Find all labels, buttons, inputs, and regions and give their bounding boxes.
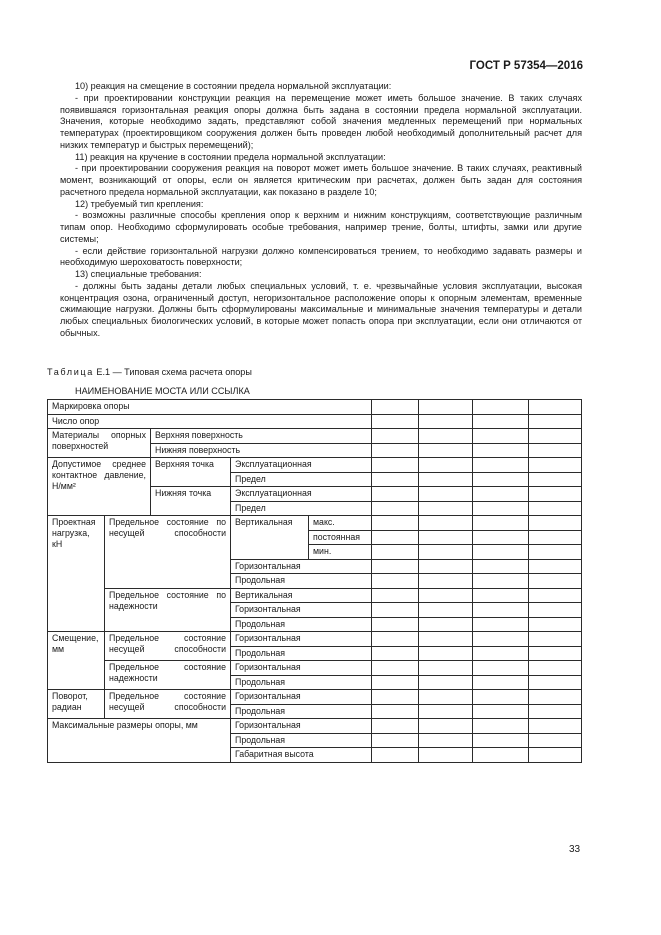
page-number: 33 xyxy=(569,844,581,855)
value-cell xyxy=(372,414,419,429)
value-cell xyxy=(473,690,529,705)
cell-horizontal: Горизонтальная xyxy=(231,632,372,647)
value-cell xyxy=(419,690,473,705)
value-cell xyxy=(473,574,529,589)
value-cell xyxy=(419,429,473,444)
value-cell xyxy=(372,472,419,487)
value-cell xyxy=(529,559,582,574)
value-cell xyxy=(419,588,473,603)
value-cell xyxy=(473,472,529,487)
value-cell xyxy=(473,516,529,531)
value-cell xyxy=(529,719,582,734)
cell-limit-strength: Предельное состояние несущей способности xyxy=(105,690,231,719)
value-cell xyxy=(473,501,529,516)
document-number: ГОСТ Р 57354—2016 xyxy=(469,60,583,72)
value-cell xyxy=(372,719,419,734)
value-cell xyxy=(529,661,582,676)
value-cell xyxy=(419,472,473,487)
bridge-name-heading: НАИМЕНОВАНИЕ МОСТА ИЛИ ССЫЛКА xyxy=(75,386,250,396)
value-cell xyxy=(372,400,419,415)
value-cell xyxy=(419,545,473,560)
value-cell xyxy=(419,559,473,574)
cell-longitudinal: Продольная xyxy=(231,574,372,589)
value-cell xyxy=(529,458,582,473)
value-cell xyxy=(473,719,529,734)
value-cell xyxy=(529,414,582,429)
cell-horizontal: Горизонтальная xyxy=(231,603,372,618)
value-cell xyxy=(473,675,529,690)
value-cell xyxy=(419,719,473,734)
value-cell xyxy=(419,501,473,516)
paragraph: 10) реакция на смещение в состоянии предела нормальной эксплуатации: xyxy=(75,81,392,91)
value-cell xyxy=(473,632,529,647)
cell-longitudinal: Продольная xyxy=(231,704,372,719)
cell-pressure: Допустимое среднее контактное давление, Н/мм² xyxy=(48,458,151,516)
value-cell xyxy=(529,603,582,618)
value-cell xyxy=(419,458,473,473)
paragraph: 13) специальные требования: xyxy=(75,269,202,279)
value-cell xyxy=(473,458,529,473)
value-cell xyxy=(529,516,582,531)
value-cell xyxy=(419,530,473,545)
value-cell xyxy=(473,530,529,545)
cell-lower-point: Нижняя точка xyxy=(151,487,231,516)
value-cell xyxy=(419,704,473,719)
value-cell xyxy=(419,617,473,632)
value-cell xyxy=(372,617,419,632)
cell-limit-strength: Предельное состояние несущей способности xyxy=(105,632,231,661)
paragraph: - возможны различные способы крепления опор к верхним и нижним конструкциям, соответствующие различным типам опор. Необходимо сформулировать особые требования, например трение, болты, штифты, замки или другие системы; xyxy=(60,210,582,244)
cell-horizontal: Горизонтальная xyxy=(231,661,372,676)
cell-rotation: Поворот, радиан xyxy=(48,690,105,719)
value-cell xyxy=(372,501,419,516)
value-cell xyxy=(419,516,473,531)
cell-permanent: постоянная xyxy=(309,530,372,545)
value-cell xyxy=(473,646,529,661)
table-row xyxy=(48,458,582,473)
value-cell xyxy=(529,574,582,589)
cell-count: Число опор xyxy=(48,414,372,429)
cell-marking: Маркировка опоры xyxy=(48,400,372,415)
cell-longitudinal: Продольная xyxy=(231,733,372,748)
value-cell xyxy=(372,429,419,444)
value-cell xyxy=(529,733,582,748)
value-cell xyxy=(372,690,419,705)
value-cell xyxy=(419,603,473,618)
value-cell xyxy=(473,748,529,763)
value-cell xyxy=(529,632,582,647)
value-cell xyxy=(529,748,582,763)
value-cell xyxy=(372,632,419,647)
table-row xyxy=(48,632,582,647)
value-cell xyxy=(529,501,582,516)
cell-limit-reliability: Предельное состояние надежности xyxy=(105,661,231,690)
value-cell xyxy=(473,443,529,458)
value-cell xyxy=(372,733,419,748)
value-cell xyxy=(473,617,529,632)
value-cell xyxy=(473,588,529,603)
value-cell xyxy=(529,545,582,560)
table-row xyxy=(48,414,582,429)
value-cell xyxy=(529,617,582,632)
value-cell xyxy=(473,429,529,444)
cell-limit: Предел xyxy=(231,472,372,487)
value-cell xyxy=(372,574,419,589)
value-cell xyxy=(473,487,529,502)
value-cell xyxy=(372,748,419,763)
value-cell xyxy=(372,588,419,603)
value-cell xyxy=(473,733,529,748)
cell-exploitation: Эксплуатационная xyxy=(231,458,372,473)
value-cell xyxy=(529,530,582,545)
value-cell xyxy=(419,675,473,690)
cell-min: мин. xyxy=(309,545,372,560)
value-cell xyxy=(473,661,529,676)
cell-max: макс. xyxy=(309,516,372,531)
cell-longitudinal: Продольная xyxy=(231,617,372,632)
value-cell xyxy=(419,400,473,415)
cell-exploitation: Эксплуатационная xyxy=(231,487,372,502)
table-row xyxy=(48,588,582,603)
value-cell xyxy=(473,603,529,618)
paragraph: - если действие горизонтальной нагрузки должно компенсироваться трением, то необходимо задавать размеры и необходимую шероховатость поверхности; xyxy=(60,245,582,268)
table-row xyxy=(48,516,582,531)
value-cell xyxy=(372,603,419,618)
value-cell xyxy=(419,487,473,502)
value-cell xyxy=(419,748,473,763)
paragraph: - должны быть заданы детали любых специальных условий, т. е. чрезвычайные условия эксплуатации, высокая концентрация озона, ограниченный доступ, негоризонтальное расположение опоры к опорным элементам, временные сжимающие нагрузки. Должны быть сформулированы максимальные и минимальные значения температуры и детали любых специальных биологических условий, в которые может попасть опора при эксплуатации, если они отличаются от обычных. xyxy=(60,280,582,338)
value-cell xyxy=(473,545,529,560)
value-cell xyxy=(473,400,529,415)
value-cell xyxy=(529,588,582,603)
value-cell xyxy=(419,632,473,647)
cell-design-load: Проектная нагрузка, кН xyxy=(48,516,105,632)
cell-limit: Предел xyxy=(231,501,372,516)
cell-horizontal: Горизонтальная xyxy=(231,559,372,574)
bearing-calculation-table xyxy=(47,399,582,763)
body-text xyxy=(60,81,582,340)
table-caption-text: Е.1 — Типовая схема расчета опоры xyxy=(96,367,252,377)
cell-max-dims: Максимальные размеры опоры, мм xyxy=(48,719,231,763)
value-cell xyxy=(372,487,419,502)
value-cell xyxy=(419,574,473,589)
paragraph: 12) требуемый тип крепления: xyxy=(75,198,204,209)
value-cell xyxy=(372,675,419,690)
cell-horizontal: Горизонтальная xyxy=(231,690,372,705)
table-caption xyxy=(47,367,252,377)
value-cell xyxy=(419,733,473,748)
cell-longitudinal: Продольная xyxy=(231,675,372,690)
value-cell xyxy=(419,443,473,458)
value-cell xyxy=(372,661,419,676)
cell-overall-height: Габаритная высота xyxy=(231,748,372,763)
value-cell xyxy=(372,559,419,574)
paragraph: - при проектировании сооружения реакция на поворот может иметь большое значение. В таких случаях, реактивный момент, возникающий от опоры, если он является критическим при расчетах, должен быть задан для состояния расчетного предела нормальной эксплуатации, как показано в разделе 10; xyxy=(60,163,582,197)
value-cell xyxy=(419,646,473,661)
value-cell xyxy=(372,545,419,560)
value-cell xyxy=(529,646,582,661)
value-cell xyxy=(372,443,419,458)
value-cell xyxy=(473,559,529,574)
value-cell xyxy=(372,530,419,545)
table-caption-label: Таблица xyxy=(47,367,94,377)
cell-lower-surface: Нижняя поверхность xyxy=(151,443,372,458)
cell-limit-reliability: Предельное состояние по надежности xyxy=(105,588,231,632)
value-cell xyxy=(372,516,419,531)
table-row xyxy=(48,719,582,734)
paragraph: - при проектировании конструкции реакция на перемещение может иметь большое значение. В таких случаях появившаяся горизонтальная реакция опоры должна быть задана в состоянии предела нормальной эксплуатации. Значения, которые необходимо задать, представляют собой значения медленных перемещений при нормальных температурах (проектировщиком сооружения должен быть проведен любой необходимый дополнительный расчет для низких температур и быстрых перемещений); xyxy=(60,92,582,150)
table-row xyxy=(48,661,582,676)
cell-vertical: Вертикальная xyxy=(231,588,372,603)
table-row xyxy=(48,429,582,444)
cell-materials: Материалы опорных поверхностей xyxy=(48,429,151,458)
paragraph: 11) реакция на кручение в состоянии предела нормальной эксплуатации: xyxy=(75,151,386,162)
cell-vertical: Вертикальная xyxy=(231,516,309,560)
value-cell xyxy=(529,443,582,458)
value-cell xyxy=(529,675,582,690)
value-cell xyxy=(419,661,473,676)
cell-displacement: Смещение, мм xyxy=(48,632,105,690)
cell-upper-point: Верхняя точка xyxy=(151,458,231,487)
cell-limit-strength: Предельное состояние по несущей способности xyxy=(105,516,231,589)
value-cell xyxy=(529,487,582,502)
value-cell xyxy=(372,704,419,719)
table-row xyxy=(48,690,582,705)
value-cell xyxy=(529,690,582,705)
value-cell xyxy=(372,646,419,661)
cell-upper-surface: Верхняя поверхность xyxy=(151,429,372,444)
value-cell xyxy=(529,400,582,415)
value-cell xyxy=(529,429,582,444)
cell-longitudinal: Продольная xyxy=(231,646,372,661)
value-cell xyxy=(529,704,582,719)
value-cell xyxy=(529,472,582,487)
value-cell xyxy=(473,704,529,719)
value-cell xyxy=(419,414,473,429)
value-cell xyxy=(473,414,529,429)
cell-horizontal: Горизонтальная xyxy=(231,719,372,734)
value-cell xyxy=(372,458,419,473)
table-row xyxy=(48,400,582,415)
